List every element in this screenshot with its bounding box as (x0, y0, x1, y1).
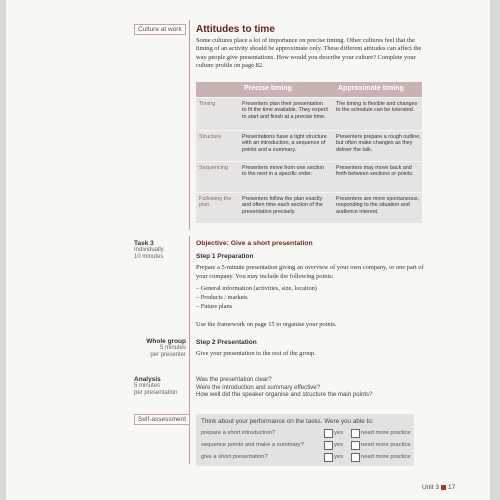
table-row (196, 161, 422, 192)
step2-heading: Step 2 Presentation (196, 339, 257, 346)
need-more-practice-label: need more practice (361, 430, 411, 436)
need-more-practice-checkbox[interactable] (351, 429, 360, 438)
section-divider (189, 20, 190, 230)
self-assessment-box (196, 414, 414, 466)
analysis-questions (196, 376, 372, 399)
yes-checkbox[interactable] (324, 429, 333, 438)
self-row-label: sequence points and make a summary? (201, 442, 304, 448)
objective-heading: Objective: Give a short presentation (196, 240, 313, 247)
need-more-practice-checkbox[interactable] (351, 441, 360, 450)
question-item: Were the introduction and summary effective? (196, 383, 321, 391)
whole-group-label (134, 338, 186, 359)
cell-approximate: The timing is flexible and changes to the schedule can be tolerated. (336, 101, 418, 114)
row-label: Structure (199, 134, 222, 140)
list-item: – General information (activities, size, location) (196, 284, 317, 293)
col-approximate-timing: Approximate timing (338, 85, 404, 92)
page-title: Attitudes to time (196, 24, 275, 35)
row-label: Sequencing (199, 165, 229, 171)
whole-group-title: Whole group (146, 338, 186, 345)
points-list (196, 284, 317, 311)
self-assessment-heading: Think about your performance on the tasks. Were you able to: (201, 418, 374, 425)
yes-checkbox[interactable] (324, 441, 333, 450)
square-marker-icon (441, 485, 446, 490)
yes-checkbox[interactable] (324, 453, 333, 462)
intro-paragraph: Some cultures place a lot of importance on precise timing. Other cultures feel that the timing of an activity should be approximate only. These different attitudes can affect the way people give presentations. How would you describe your culture? Complete your culture profile on page 82. (196, 37, 422, 70)
step1-text: Prepare a 5-minute presentation giving an overview of your own company, or one part of your company. You may include the following points: (196, 264, 424, 280)
self-row (201, 430, 413, 439)
need-more-practice-label: need more practice (361, 454, 411, 460)
cell-approximate: Presenters are more spontaneous, responding to the situation and audience interest. (336, 196, 420, 215)
cell-precise: Presentations have a tight structure with an introduction, a sequence of points and a summary. (242, 134, 327, 153)
self-row-label: prepare a short introduction? (201, 430, 276, 436)
question-item: Was the presentation clear? (196, 376, 272, 383)
table-row (196, 97, 422, 130)
list-item: – Products / markets (196, 293, 317, 302)
cell-precise: Presenters follow the plan exactly and often time each section of the presentation precisely. (242, 196, 323, 215)
step2-text: Give your presentation to the rest of the group. (196, 350, 316, 357)
yes-label: yes (334, 430, 344, 436)
task-title: Task 3 (134, 240, 154, 247)
analysis-per: per presentation (134, 390, 178, 397)
cell-precise: Presenters plan their presentation to fit the time available. They expect to start and finish at a precise time. (242, 101, 328, 120)
self-row-label: give a short presentation? (201, 454, 268, 460)
framework-text: Use the framework on page 15 to organise your points. (196, 321, 337, 328)
analysis-title: Analysis (134, 376, 161, 383)
cell-precise: Presenters move from one section to the next in a specific order. (242, 165, 325, 178)
analysis-time: 5 minutes (134, 383, 161, 390)
row-label: Following the plan (199, 196, 232, 209)
table-header (196, 82, 422, 97)
task-mode: Individually (134, 247, 164, 254)
row-label: Timing (199, 101, 216, 107)
textbook-page (6, 0, 490, 500)
need-more-practice-label: need more practice (361, 442, 411, 448)
attitudes-table (196, 82, 422, 223)
task-label (134, 240, 189, 261)
whole-group-per: per presenter (150, 352, 186, 359)
task-divider (189, 236, 190, 464)
culture-at-work-label: Culture at work (134, 24, 186, 35)
table-row (196, 130, 422, 161)
page-footer (422, 484, 455, 491)
yes-label: yes (334, 454, 344, 460)
table-row (196, 192, 422, 223)
unit-label: Unit 3 (422, 484, 439, 491)
col-precise-timing: Precise timing (244, 85, 292, 92)
page-number: 17 (447, 484, 456, 491)
self-row (201, 442, 413, 451)
need-more-practice-checkbox[interactable] (351, 453, 360, 462)
task-time: 10 minutes (134, 254, 164, 261)
whole-group-time: 5 minutes (159, 345, 186, 352)
cell-approximate: Presenters prepare a rough outline, but often make changes as they deliver the talk. (336, 134, 421, 153)
self-assessment-label: Self-assessment (134, 414, 190, 425)
question-item: How well did the speaker organise and structure the main points? (196, 391, 373, 399)
self-row (201, 454, 413, 463)
list-item: – Future plans (196, 302, 317, 311)
cell-approximate: Presenters may move back and forth between sections or points. (336, 165, 414, 178)
analysis-label (134, 376, 189, 397)
yes-label: yes (334, 442, 344, 448)
step1-heading: Step 1 Preparation (196, 253, 254, 260)
